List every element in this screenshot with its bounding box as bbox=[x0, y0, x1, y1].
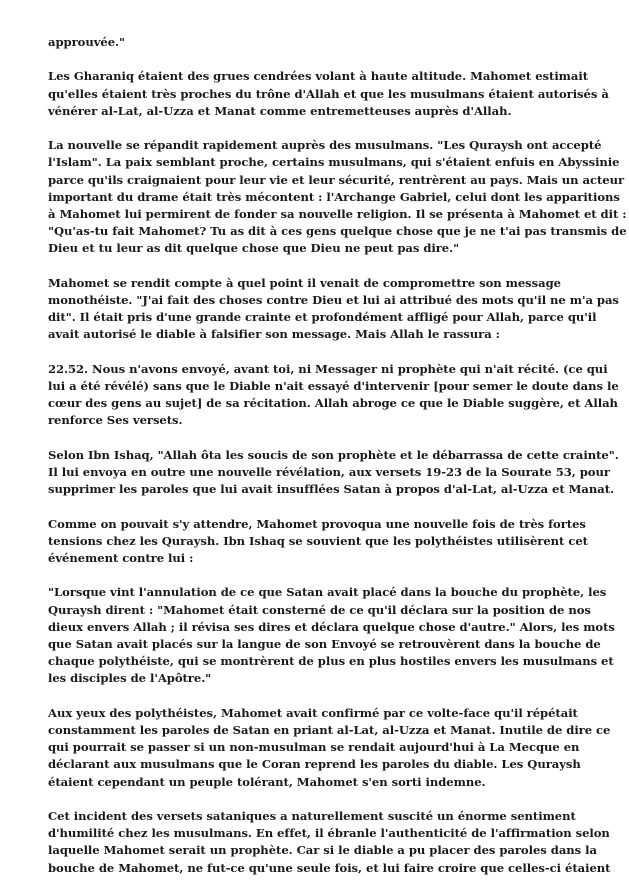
text-line: Il lui envoya en outre une nouvelle révélation, aux versets 19-23 de la Sourate 53, pour bbox=[48, 465, 610, 479]
paragraph bbox=[48, 275, 619, 344]
text-line: étaient cependant un peuple tolérant, Mahomet s'en sorti indemne. bbox=[48, 774, 486, 789]
text-line: déclarant aux musulmans que le Coran reprend les paroles du diable. Les Quraysh bbox=[48, 757, 581, 772]
text-line: dit". Il était pris d'une grande crainte et profondément affligé pour Allah, parce qu'il bbox=[48, 310, 597, 325]
paragraph bbox=[48, 361, 619, 430]
text-line: tensions chez les Quraysh. Ibn Ishaq se souvient que les polythéistes utilisèrent cet bbox=[48, 533, 588, 548]
text-line: cœur des gens au sujet] de sa récitation. Allah abroge ce que le Diable suggère, et Allah bbox=[48, 396, 618, 411]
text-line: l'Islam". La paix semblant proche, certains musulmans, qui s'étaient enfuis en Abyssinie bbox=[48, 155, 620, 170]
text-line: d'humilité chez les musulmans. En effet, il ébranle l'authenticité de l'affirmation selon bbox=[48, 826, 610, 841]
text-line: Aux yeux des polythéistes, Mahomet avait confirmé par ce volte-face qu'il répétait bbox=[48, 705, 578, 720]
text-line: 22.52. Nous n'avons envoyé, avant toi, ni Messager ni prophète qui n'ait récité. (ce qui bbox=[48, 361, 608, 376]
text-line: important du drame était très mécontent : l'Archange Gabriel, celui dont les apparitions bbox=[48, 189, 620, 204]
text-line: "Lorsque vint l'annulation de ce que Satan avait placé dans la bouche du prophète, les bbox=[48, 585, 607, 600]
text-line: laquelle Mahomet serait un prophète. Car si le diable a pu placer des paroles dans la bbox=[48, 843, 597, 858]
text-line: constamment les paroles de Satan en priant al-Lat, al-Uzza et Manat. Inutile de dire ce bbox=[48, 723, 611, 737]
text-line: renforce Ses versets. bbox=[48, 413, 183, 428]
paragraph bbox=[48, 137, 627, 257]
paragraph bbox=[48, 808, 611, 877]
text-line: lui a été révélé) sans que le Diable n'ait essayé d'intervenir [pour semer le doute dans le bbox=[48, 379, 619, 393]
text-line: à Mahomet lui permirent de fonder sa nouvelle religion. Il se présenta à Mahomet et dit : bbox=[48, 207, 627, 221]
text-line: dieux envers Allah ; il révisa ses dires et déclara quelque chose d'autre." Alors, les mots bbox=[48, 619, 615, 634]
paragraph bbox=[48, 68, 609, 120]
text-line: événement contre lui : bbox=[48, 551, 194, 565]
paragraph bbox=[48, 447, 619, 499]
text-line: supprimer les paroles que lui avait insufflées Satan à propos d'al-Lat, al-Uzza et Manat. bbox=[48, 482, 615, 497]
text-line: bouche de Mahomet, ne fut-ce qu'une seule fois, et lui faire croire que celles-ci étaient bbox=[48, 860, 611, 875]
text-line: qui pourrait se passer si un non-musulman se rendait aujourd'hui à La Mecque en bbox=[48, 740, 580, 755]
paragraph bbox=[48, 34, 584, 51]
text-line: La nouvelle se répandit rapidement auprès des musulmans. "Les Quraysh ont accepté bbox=[48, 138, 602, 153]
text-line: Selon Ibn Ishaq, "Allah ôta les soucis de son prophète et le débarrassa de cette crainte". bbox=[48, 447, 619, 462]
text-line: les disciples de l'Apôtre." bbox=[48, 671, 212, 686]
text-line: "Qu'as-tu fait Mahomet? Tu as dit à ces gens quelque chose que je ne t'ai pas transmis de bbox=[48, 224, 627, 239]
text-line: chaque polythéiste, qui se montrèrent de plus en plus hostiles envers les musulmans et bbox=[48, 654, 614, 669]
paragraph bbox=[48, 705, 611, 791]
text-line: qu'elles étaient très proches du trône d'Allah et que les musulmans étaient autorisés à bbox=[48, 86, 609, 101]
paragraph bbox=[48, 516, 588, 568]
text-line: parce qu'ils craignaient pour leur vie et leur sécurité, rentrèrent au pays. Mais un acteur bbox=[48, 172, 625, 187]
paragraph bbox=[48, 584, 615, 687]
text-line: vénérer al-Lat, al-Uzza et Manat comme entremetteuses auprès d'Allah. bbox=[48, 103, 512, 118]
text-line: que Satan avait placés sur la langue de son Envoyé se retrouvèrent dans la bouche de bbox=[48, 637, 601, 651]
text-line: monothéiste. "J'ai fait des choses contre Dieu et lui ai attribué des mots qu'il ne m'a pas bbox=[48, 293, 619, 307]
text-line: Mahomet se rendit compte à quel point il venait de compromettre son message bbox=[48, 275, 561, 290]
text-line: Quraysh dirent : "Mahomet était consterné de ce qu'il déclara sur la position de nos bbox=[48, 602, 591, 617]
text-line: avait autorisé le diable à falsifier son message. Mais Allah le rassura : bbox=[48, 327, 500, 342]
text-line: Cet incident des versets sataniques a naturellement suscité un énorme sentiment bbox=[48, 809, 576, 823]
text-line: Les Gharaniq étaient des grues cendrées volant à haute altitude. Mahomet estimait bbox=[48, 69, 589, 84]
text-line: approuvée." bbox=[48, 35, 126, 49]
document-page bbox=[48, 34, 627, 894]
text-line: Comme on pouvait s'y attendre, Mahomet provoqua une nouvelle fois de très fortes bbox=[48, 516, 586, 531]
text-line: Dieu et tu leur as dit quelque chose que Dieu ne peut pas dire." bbox=[48, 241, 460, 256]
